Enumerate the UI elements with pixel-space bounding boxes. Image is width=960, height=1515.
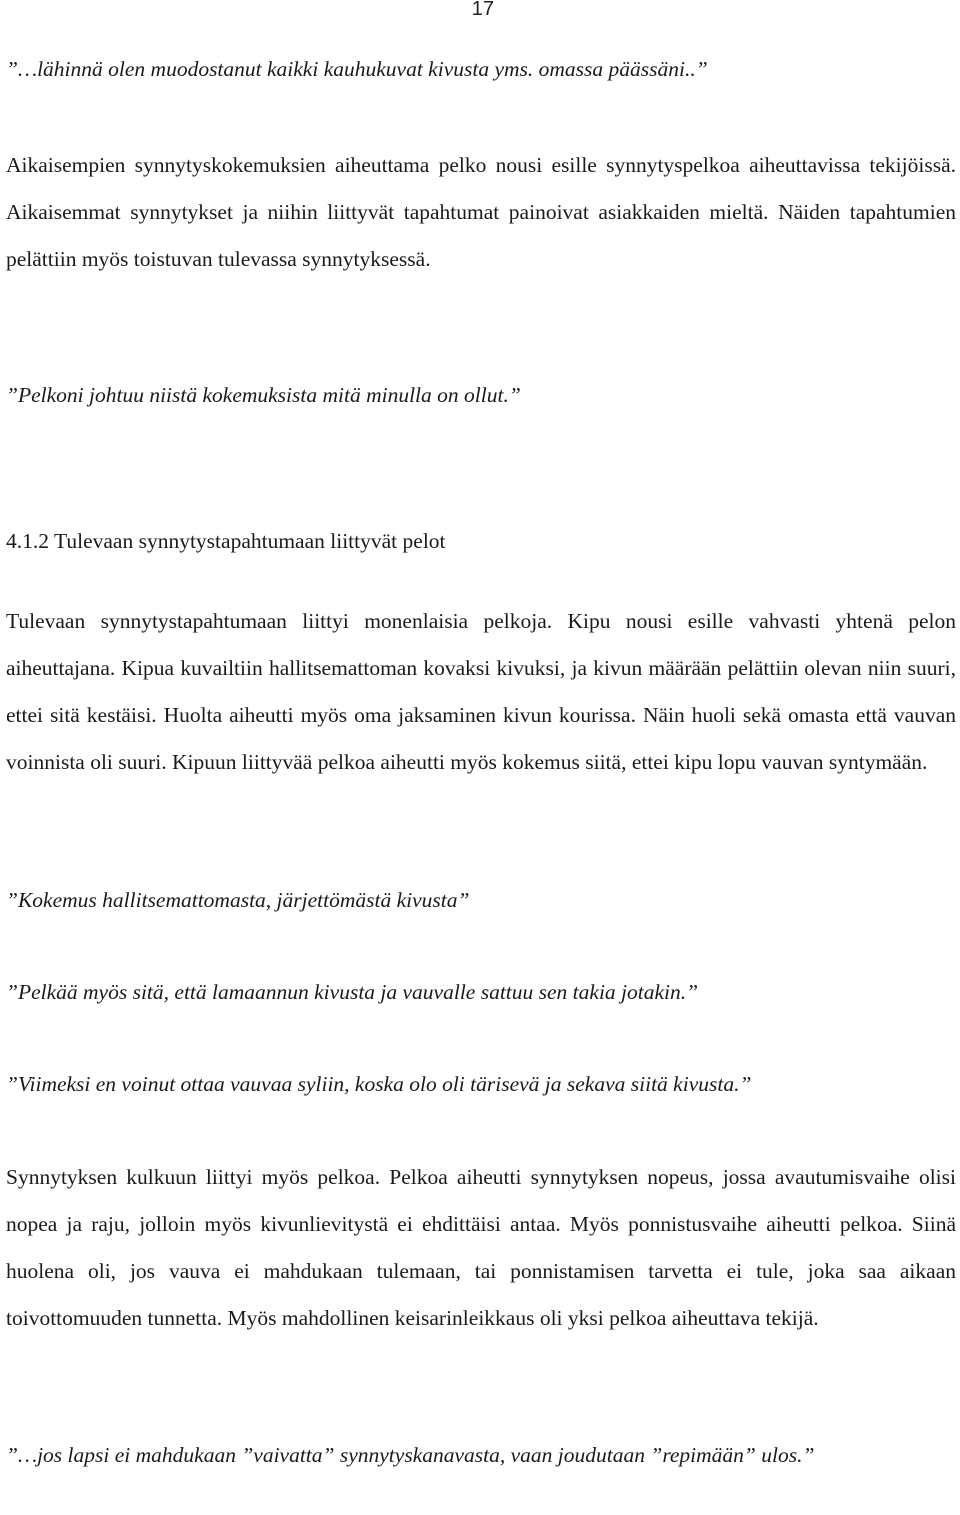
quote-past-experiences: ”Pelkoni johtuu niistä kokemuksista mitä minulla on ollut.” xyxy=(6,383,521,407)
paragraph-previous-births: Aikaisempien synnytyskokemuksien aiheuttama pelko nousi esille synnytyspelkoa aiheuttavissa tekijöissä. Aikaisemmat synnytykset ja niihin liittyvät tapahtumat painoivat asiakkaiden mieltä. Näiden tapahtumien pelättiin myös toistuvan tulevassa synnytyksessä. xyxy=(6,153,956,271)
page-number: 17 xyxy=(471,0,494,20)
quote-imagined-fears: ”…lähinnä olen muodostanut kaikki kauhukuvat kivusta yms. omassa päässäni..” xyxy=(6,57,708,81)
quote-could-not-hold-baby: ”Viimeksi en voinut ottaa vauvaa syliin, koska olo oli tärisevä ja sekava siitä kivusta.” xyxy=(6,1072,752,1096)
paragraph-pain-fears: Tulevaan synnytystapahtumaan liittyi monenlaisia pelkoja. Kipu nousi esille vahvasti yhtenä pelon aiheuttajana. Kipua kuvailtiin hallitsemattoman kovaksi kivuksi, ja kivun määrään pelättiin olevan niin suuri, ettei sitä kestäisi. Huolta aiheutti myös oma jaksaminen kivun kourissa. Näin huoli sekä omasta että vauvan voinnista oli suuri. Kipuun liittyvää pelkoa aiheutti myös kokemus siitä, ettei kipu lopu vauvan syntymään. xyxy=(6,609,956,774)
paragraph-birth-progress: Synnytyksen kulkuun liittyi myös pelkoa. Pelkoa aiheutti synnytyksen nopeus, jossa avautumisvaihe olisi nopea ja raju, jolloin myös kivunlievitystä ei ehdittäisi antaa. Myös ponnistusvaihe aiheutti pelkoa. Siinä huolena oli, jos vauva ei mahdukaan tulemaan, tai ponnistamisen tarvetta ei tule, joka saa aikaan toivottomuuden tunnetta. Myös mahdollinen keisarinleikkaus oli yksi pelkoa aiheuttava tekijä. xyxy=(6,1165,956,1330)
section-heading: 4.1.2 Tulevaan synnytystapahtumaan liittyvät pelot xyxy=(6,529,446,553)
quote-paralysed-by-pain: ”Pelkää myös sitä, että lamaannun kivusta ja vauvalle sattuu sen takia jotakin.” xyxy=(6,980,699,1004)
quote-uncontrollable-pain: ”Kokemus hallitsemattomasta, järjettömästä kivusta” xyxy=(6,888,470,912)
quote-birth-canal: ”…jos lapsi ei mahdukaan ”vaivatta” synnytyskanavasta, vaan joudutaan ”repimään” ulos.” xyxy=(6,1443,815,1467)
